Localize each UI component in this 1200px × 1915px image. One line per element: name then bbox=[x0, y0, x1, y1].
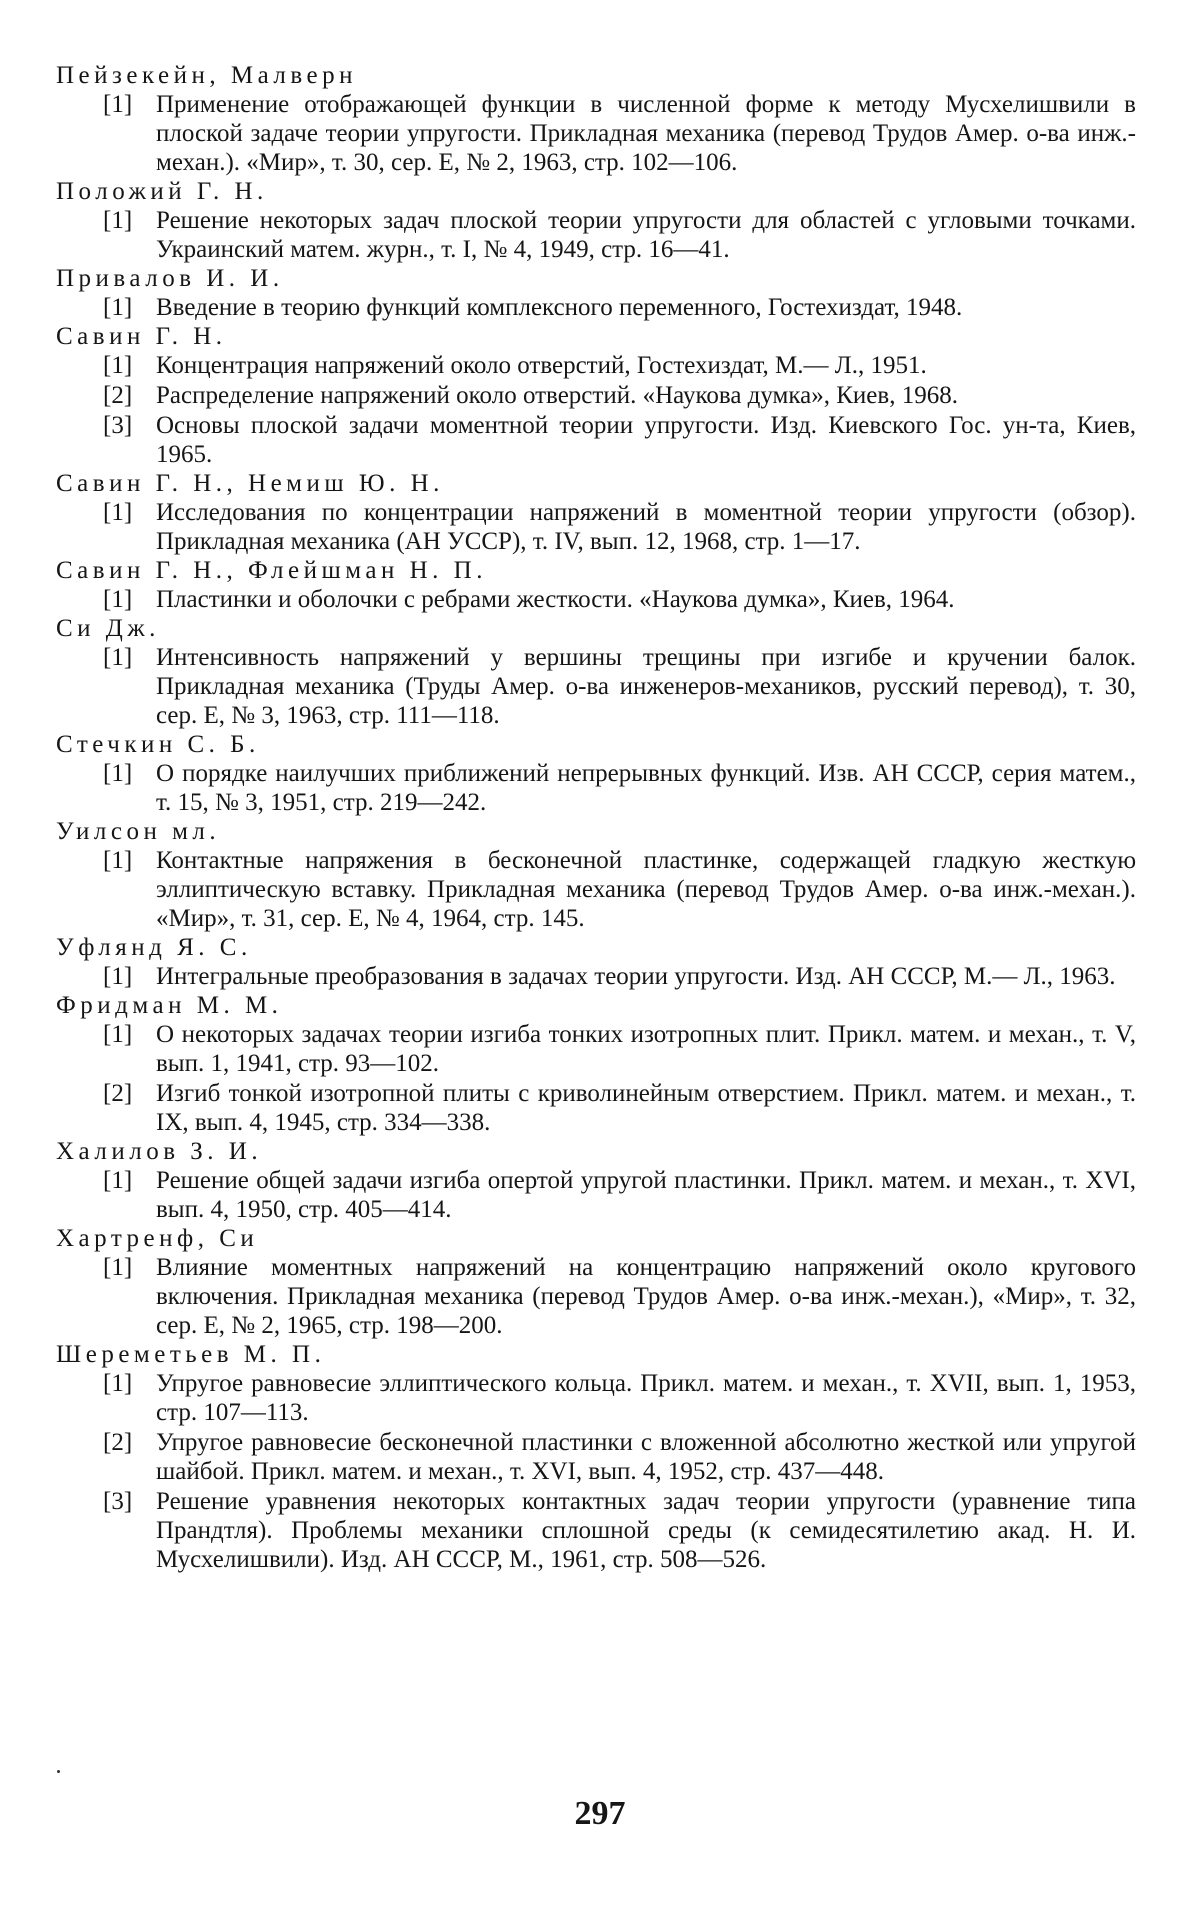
author-heading: Шереметьев М. П. bbox=[56, 1341, 326, 1368]
author-heading: Хартренф, Си bbox=[56, 1225, 259, 1252]
reference-text: О порядке наилучших приближений непрерывных функций. Изв. АН СССР, серия матем., т. 15, № 3, 1951, стр. 219—242. bbox=[156, 760, 1136, 816]
reference-entry bbox=[56, 1020, 1136, 1078]
reference-number: [2] bbox=[103, 1429, 133, 1456]
reference-text: Интенсивность напряжений у вершины трещины при изгибе и кручении балок. Прикладная механика (Труды Амер. о-ва инженеров-механиков, русский перевод), т. 30, сер. Е, № 3, 1963, стр. 111—118. bbox=[156, 644, 1136, 729]
reference-entry bbox=[56, 962, 1136, 991]
reference-number: [1] bbox=[103, 352, 133, 379]
reference-text: Интегральные преобразования в задачах теории упругости. Изд. АН СССР, М.— Л., 1963. bbox=[156, 963, 1116, 990]
author-heading: Савин Г. Н., Флейшман Н. П. bbox=[56, 557, 487, 584]
reference-entry bbox=[56, 90, 1136, 177]
reference-number: [1] bbox=[103, 207, 133, 234]
author-heading: Привалов И. И. bbox=[56, 265, 284, 292]
reference-text: Введение в теорию функций комплексного переменного, Гостехиздат, 1948. bbox=[156, 294, 963, 321]
reference-text: Упругое равновесие бесконечной пластинки с вложенной абсолютно жесткой или упругой шайбой. Прикл. матем. и механ., т. XVI, вып. 4, 1952, стр. 437—448. bbox=[156, 1429, 1136, 1485]
reference-text: Решение общей задачи изгиба опертой упругой пластинки. Прикл. матем. и механ., т. XVI, вып. 4, 1950, стр. 405—414. bbox=[156, 1167, 1136, 1223]
bibliography-list bbox=[56, 62, 1136, 1575]
print-speck bbox=[57, 1770, 60, 1773]
reference-number: [1] bbox=[103, 963, 133, 990]
reference-number: [1] bbox=[103, 1021, 133, 1048]
reference-number: [1] bbox=[103, 1370, 133, 1397]
author-heading: Уфлянд Я. С. bbox=[56, 934, 252, 961]
reference-entry bbox=[56, 498, 1136, 556]
reference-entry bbox=[56, 1428, 1136, 1486]
author-heading: Стечкин С. Б. bbox=[56, 731, 260, 758]
reference-entry bbox=[56, 1253, 1136, 1340]
author-heading: Халилов З. И. bbox=[56, 1138, 263, 1165]
reference-text: Контактные напряжения в бесконечной пластинке, содержащей гладкую жесткую эллиптическую вставку. Прикладная механика (перевод Трудов Амер. о-ва инж.-механ.). «Мир», т. 31, сер. Е, № 4, 1964, стр. 145. bbox=[156, 847, 1136, 932]
reference-entry bbox=[56, 381, 1136, 410]
reference-number: [1] bbox=[103, 1167, 133, 1194]
reference-text: Изгиб тонкой изотропной плиты с криволинейным отверстием. Прикл. матем. и механ., т. IX, вып. 4, 1945, стр. 334—338. bbox=[156, 1080, 1136, 1136]
reference-number: [1] bbox=[103, 847, 133, 874]
reference-entry bbox=[56, 759, 1136, 817]
reference-text: Основы плоской задачи моментной теории упругости. Изд. Киевского Гос. ун-та, Киев, 1965. bbox=[156, 412, 1136, 468]
reference-text: Исследования по концентрации напряжений в моментной теории упругости (обзор). Прикладная механика (АН УССР), т. IV, вып. 12, 1968, стр. 1—17. bbox=[156, 499, 1136, 555]
reference-text: Упругое равновесие эллиптического кольца. Прикл. матем. и механ., т. XVII, вып. 1, 1953, стр. 107—113. bbox=[156, 1370, 1136, 1426]
author-heading: Уилсон мл. bbox=[56, 818, 221, 845]
reference-text: Решение некоторых задач плоской теории упругости для областей с угловыми точками. Украинский матем. журн., т. I, № 4, 1949, стр. 16—41. bbox=[156, 207, 1136, 263]
reference-entry bbox=[56, 1487, 1136, 1574]
reference-entry bbox=[56, 293, 1136, 322]
reference-entry bbox=[56, 1369, 1136, 1427]
reference-text: Влияние моментных напряжений на концентрацию напряжений около кругового включения. Прикладная механика (перевод Трудов Амер. о-ва инж.-механ.), «Мир», т. 32, сер. Е, № 2, 1965, стр. 198—200. bbox=[156, 1254, 1136, 1339]
reference-entry bbox=[56, 1079, 1136, 1137]
reference-number: [1] bbox=[103, 586, 133, 613]
reference-entry bbox=[56, 206, 1136, 264]
reference-entry bbox=[56, 643, 1136, 730]
reference-number: [3] bbox=[103, 412, 133, 439]
author-heading: Савин Г. Н. bbox=[56, 323, 227, 350]
reference-entry bbox=[56, 351, 1136, 380]
author-heading: Положий Г. Н. bbox=[56, 178, 268, 205]
reference-number: [2] bbox=[103, 382, 133, 409]
reference-number: [1] bbox=[103, 760, 133, 787]
author-heading: Фридман М. М. bbox=[56, 992, 283, 1019]
author-heading: Савин Г. Н., Немиш Ю. Н. bbox=[56, 470, 444, 497]
reference-text: Концентрация напряжений около отверстий, Гостехиздат, М.— Л., 1951. bbox=[156, 352, 927, 379]
reference-number: [1] bbox=[103, 499, 133, 526]
reference-text: О некоторых задачах теории изгиба тонких изотропных плит. Прикл. матем. и механ., т. V, вып. 1, 1941, стр. 93—102. bbox=[156, 1021, 1136, 1077]
reference-text: Решение уравнения некоторых контактных задач теории упругости (уравнение типа Прандтля). Проблемы механики сплошной среды (к семидесятилетию акад. Н. И. Мусхелишвили). Изд. АН СССР, М., 1961, стр. 508—526. bbox=[156, 1488, 1136, 1573]
author-heading: Си Дж. bbox=[56, 615, 160, 642]
reference-text: Применение отображающей функции в численной форме к методу Мусхелишвили в плоской задаче теории упругости. Прикладная механика (перевод Трудов Амер. о-ва инж.-механ.). «Мир», т. 30, сер. Е, № 2, 1963, стр. 102—106. bbox=[156, 91, 1136, 176]
reference-number: [1] bbox=[103, 644, 133, 671]
author-heading: Пейзекейн, Малверн bbox=[56, 62, 358, 89]
reference-number: [1] bbox=[103, 91, 133, 118]
reference-number: [3] bbox=[103, 1488, 133, 1515]
reference-entry bbox=[56, 411, 1136, 469]
reference-entry bbox=[56, 585, 1136, 614]
reference-number: [1] bbox=[103, 294, 133, 321]
reference-entry bbox=[56, 1166, 1136, 1224]
reference-text: Пластинки и оболочки с ребрами жесткости. «Наукова думка», Киев, 1964. bbox=[156, 586, 955, 613]
reference-number: [2] bbox=[103, 1080, 133, 1107]
reference-number: [1] bbox=[103, 1254, 133, 1281]
reference-text: Распределение напряжений около отверстий. «Наукова думка», Киев, 1968. bbox=[156, 382, 958, 409]
page-number: 297 bbox=[574, 1795, 626, 1832]
reference-entry bbox=[56, 846, 1136, 933]
